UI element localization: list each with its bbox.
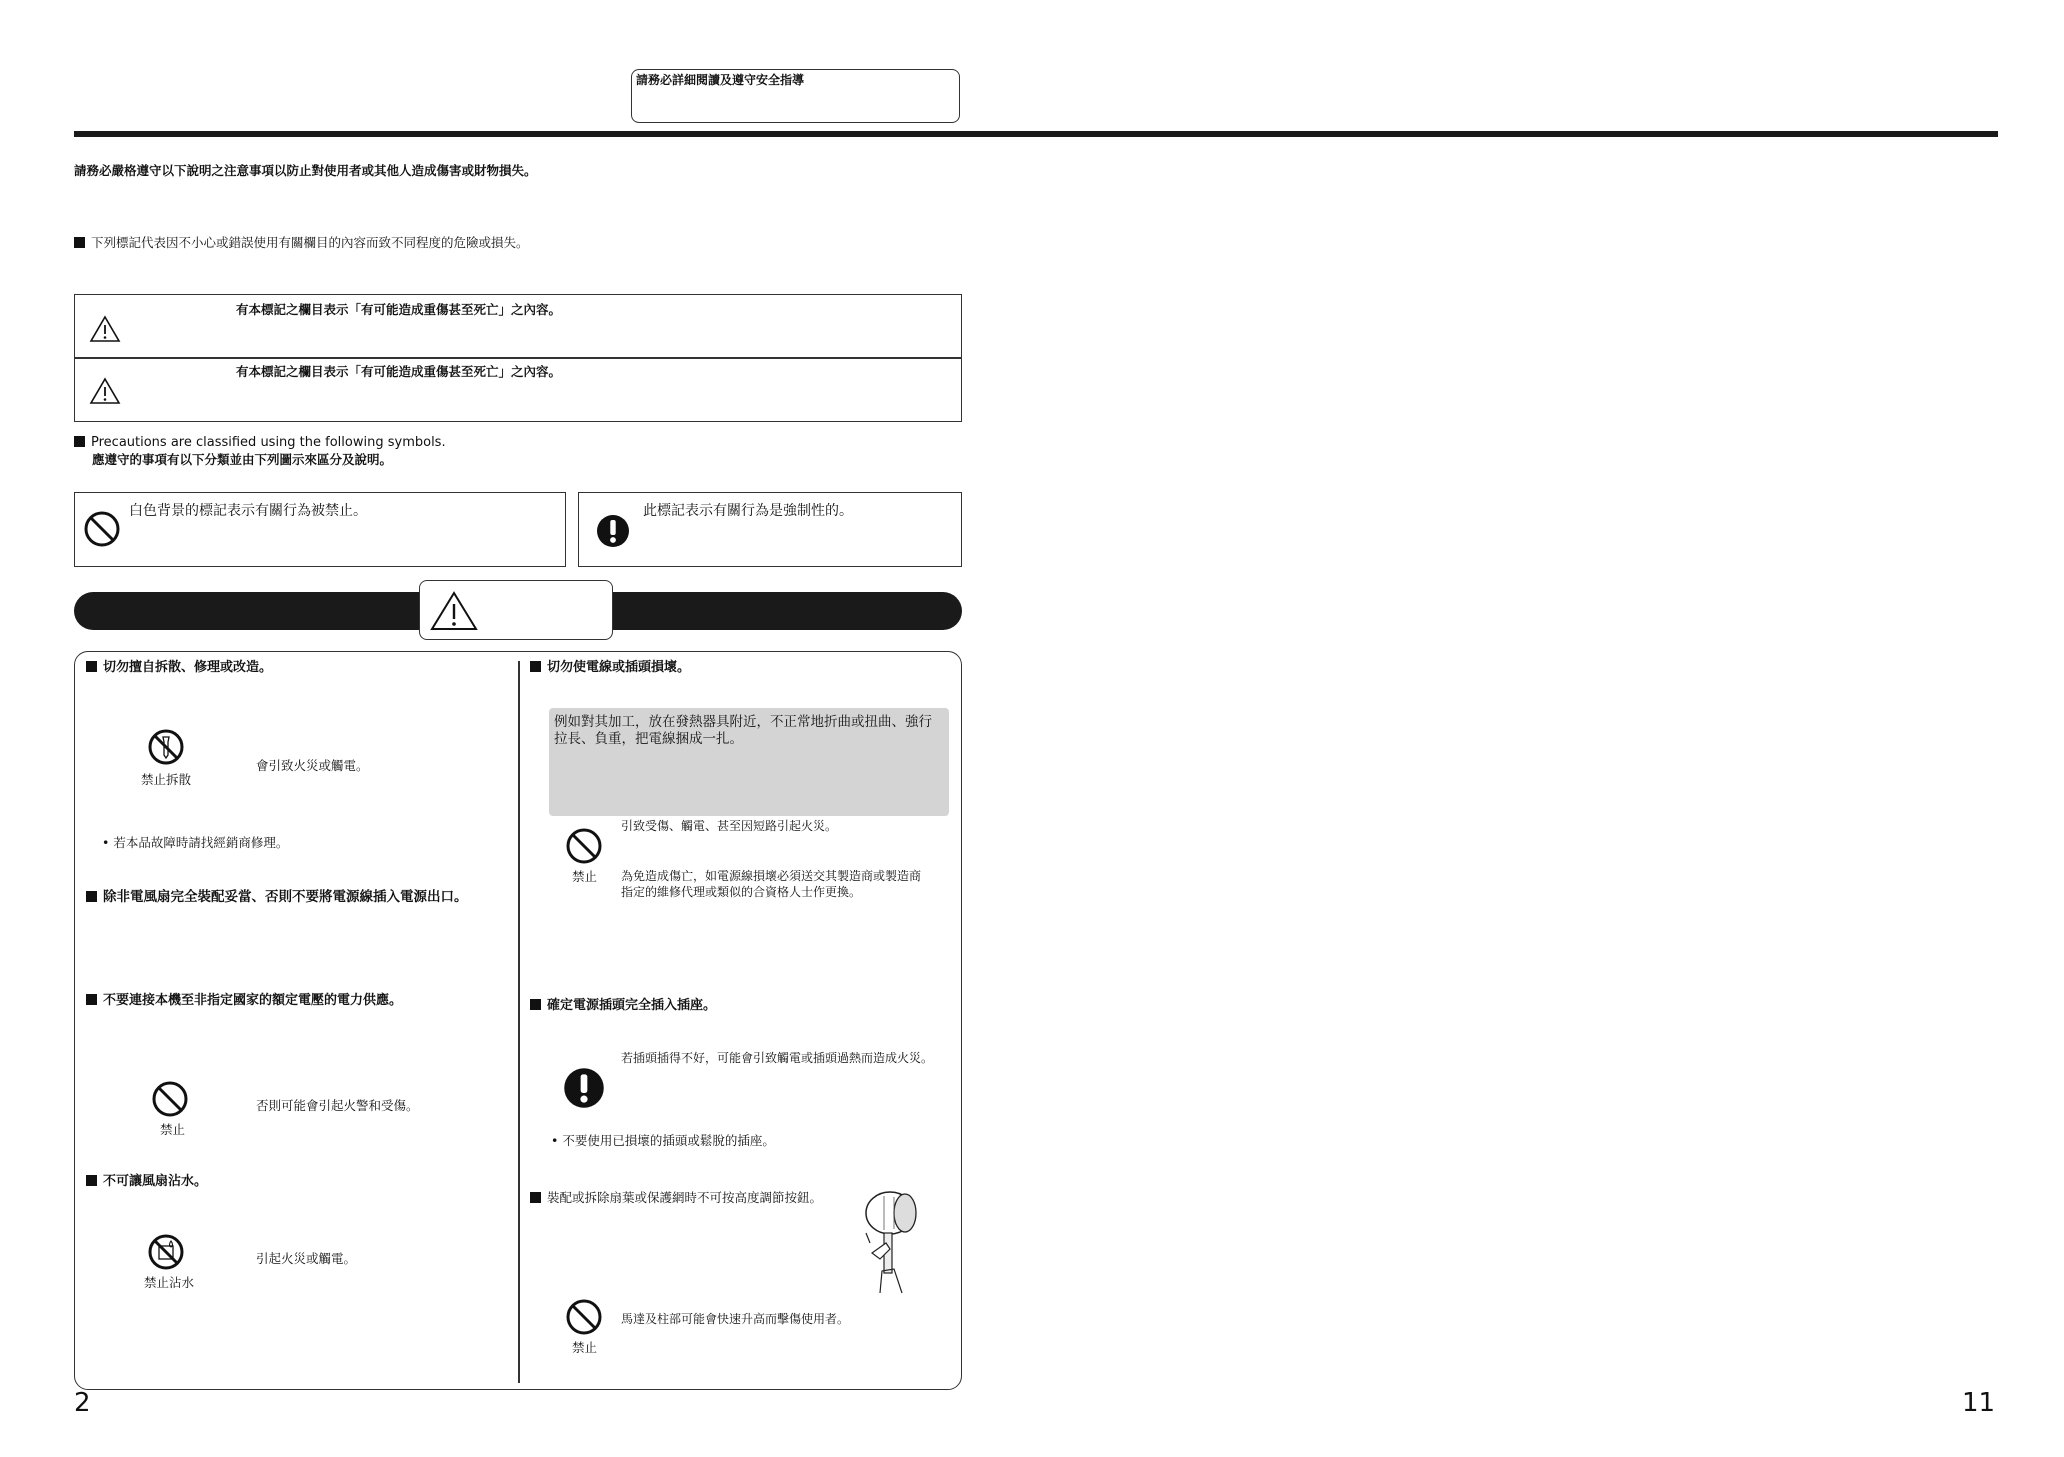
right-s1-gray-box [549, 708, 949, 816]
right-s3-icon-label: 禁止 [572, 1340, 598, 1355]
left-s4-title: 不可讓風扇沾水。 [86, 1173, 207, 1190]
bullet-square [74, 436, 85, 447]
mandatory-exclamation-icon [563, 1067, 605, 1109]
right-s3-desc: 馬達及柱部可能會快速升高而擊傷使用者。 [621, 1312, 850, 1326]
prohibited-icon [565, 1298, 603, 1336]
right-s1-desc: 引致受傷、觸電、甚至因短路引起火災。 [621, 819, 838, 833]
right-s1-icon-label: 禁止 [572, 869, 598, 884]
page-number-left: 2 [74, 1388, 91, 1418]
fan-height-illustration [860, 1183, 930, 1298]
left-s3-title: 不要連接本機至非指定國家的額定電壓的電力供應。 [86, 992, 402, 1009]
prohibited-text: 白色背景的標記表示有關行為被禁止。 [129, 503, 367, 519]
bullet-square [530, 661, 541, 672]
mandatory-exclamation-icon [596, 514, 630, 548]
marks-intro [74, 234, 529, 251]
bullet-square [86, 1175, 97, 1186]
right-s3-title: 裝配或拆除扇葉或保護網時不可按高度調節按鈕。 [530, 1189, 822, 1206]
right-s1-gray-line2: 拉長、負重，把電線捆成一扎。 [554, 731, 743, 747]
bullet-square [86, 891, 97, 902]
intro-text: 請務必嚴格遵守以下說明之注意事項以防止對使用者或其他人造成傷害或財物損失。 [74, 163, 537, 178]
bullet-dot: • [551, 1133, 563, 1148]
no-water-icon [147, 1233, 185, 1271]
mandatory-text: 此標記表示有關行為是強制性的。 [643, 503, 853, 519]
left-s1-desc: 會引致火災或觸電。 [256, 758, 369, 773]
right-s1-repair2: 指定的維修代理或類似的合資格人士作更換。 [621, 885, 862, 899]
right-s1-gray-line1: 例如對其加工，放在發熱器具附近，不正常地折曲或扭曲、強行 [554, 714, 932, 730]
bullet-square [74, 237, 85, 248]
left-s1-title: 切勿擅自拆散、修理或改造。 [86, 659, 272, 676]
right-s1-title: 切勿使電線或插頭損壞。 [530, 659, 690, 676]
precautions-heading-zh: 應遵守的事項有以下分類並由下列圖示來區分及說明。 [92, 452, 393, 467]
prohibited-symbol-box [74, 492, 566, 567]
marks-row-divider [75, 357, 961, 359]
mark-1-text: 有本標記之欄目表示「有可能造成重傷甚至死亡」之內容。 [236, 302, 562, 317]
right-s1-repair1: 為免造成傷亡，如電源線損壞必須送交其製造商或製造商 [621, 869, 922, 883]
left-s4-desc: 引起火災或觸電。 [256, 1251, 357, 1266]
prohibited-icon [83, 510, 121, 548]
bullet-dot: • [102, 835, 114, 850]
right-s2-desc: 若插頭插得不好，可能會引致觸電或插頭過熱而造成火災。 [621, 1051, 934, 1065]
left-s4-icon-label: 禁止沾水 [144, 1275, 195, 1290]
marks-table [74, 294, 962, 422]
read-instructions-text: 請務必詳細閱讀及遵守安全指導 [636, 73, 805, 87]
prohibited-icon [565, 827, 603, 865]
marks-intro-text: 下列標記代表因不小心或錯誤使用有關欄目的內容而致不同程度的危險或損失。 [91, 235, 529, 250]
bullet-square [530, 999, 541, 1010]
column-divider [518, 661, 520, 1383]
mark-2-text: 有本標記之欄目表示「有可能造成重傷甚至死亡」之內容。 [236, 364, 562, 379]
warning-triangle-icon [430, 591, 478, 631]
right-s2-title: 確定電源插頭完全插入插座。 [530, 997, 716, 1014]
precautions-heading [74, 434, 446, 451]
bullet-square [530, 1192, 541, 1203]
left-s2-title: 除非電風扇完全裝配妥當、否則不要將電源線插入電源出口。 [86, 889, 468, 906]
page-number-right: 11 [1962, 1388, 1996, 1418]
left-s3-icon-label: 禁止 [160, 1122, 186, 1137]
no-disassembly-icon [147, 728, 185, 766]
warning-triangle-icon [89, 377, 121, 405]
read-instructions-box [631, 69, 960, 123]
left-s1-note: • 若本品故障時請找經銷商修理。 [102, 835, 289, 850]
warning-triangle-icon [89, 315, 121, 343]
precautions-heading-en: Precautions are classified using the following symbols. [91, 435, 446, 450]
left-s3-desc: 否則可能會引起火警和受傷。 [256, 1098, 419, 1113]
left-s1-icon-label: 禁止拆散 [141, 772, 192, 787]
bullet-square [86, 661, 97, 672]
mandatory-symbol-box [578, 492, 962, 567]
header-rule [74, 131, 1998, 137]
right-s2-note: • 不要使用已損壞的插頭或鬆脫的插座。 [551, 1133, 775, 1148]
warning-banner-tab [419, 580, 613, 640]
bullet-square [86, 994, 97, 1005]
prohibited-icon [151, 1080, 189, 1118]
